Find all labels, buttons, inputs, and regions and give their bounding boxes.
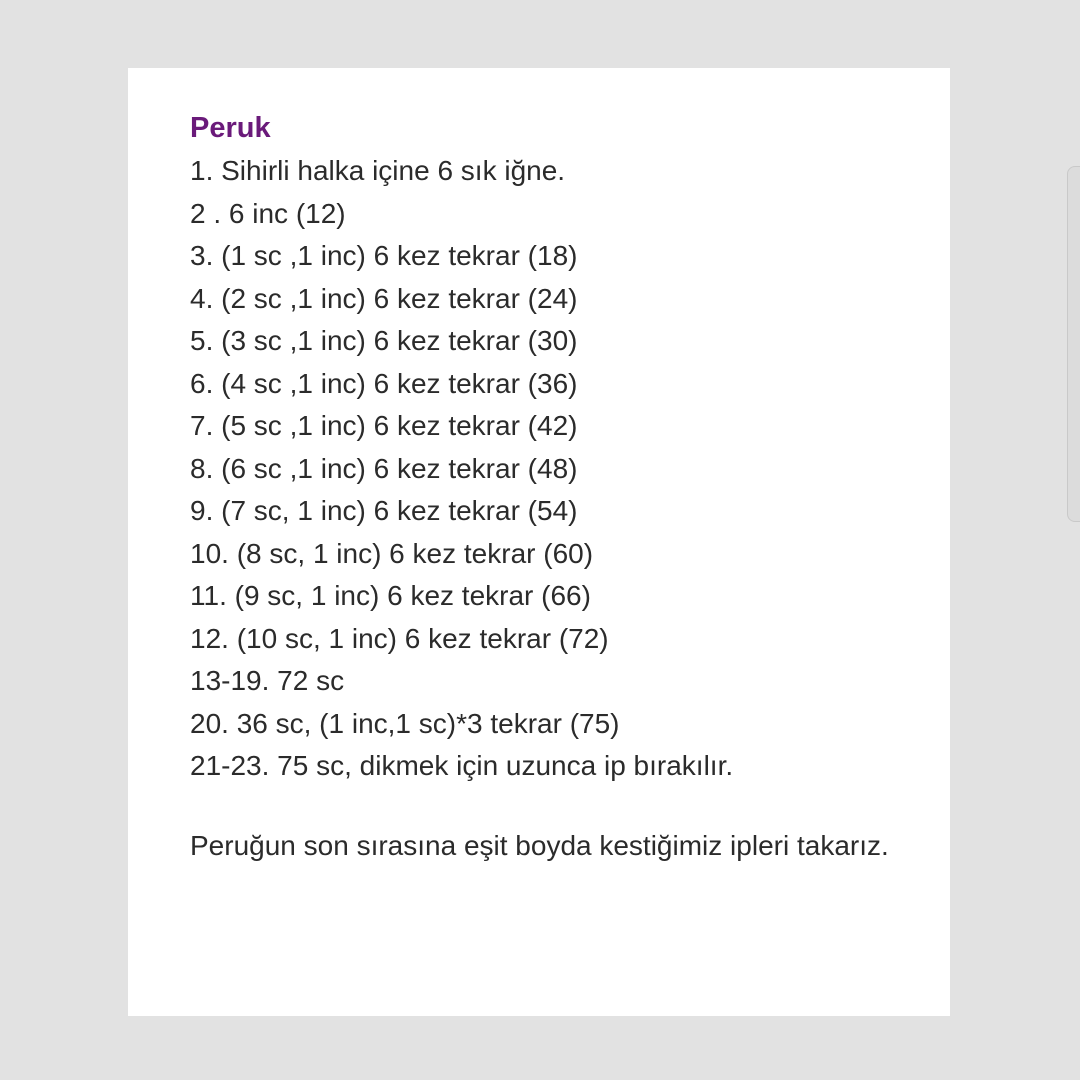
- pattern-step: 3. (1 sc ,1 inc) 6 kez tekrar (18): [190, 240, 578, 271]
- pattern-card: [128, 68, 950, 1016]
- pattern-steps-list: [190, 150, 910, 788]
- edge-panel-handle[interactable]: [1067, 166, 1080, 522]
- pattern-step: 7. (5 sc ,1 inc) 6 kez tekrar (42): [190, 410, 578, 441]
- pattern-step: 21-23. 75 sc, dikmek için uzunca ip bırakılır.: [190, 750, 734, 781]
- pattern-step: 13-19. 72 sc: [190, 665, 345, 696]
- pattern-step: 1. Sihirli halka içine 6 sık iğne.: [190, 155, 566, 186]
- section-title: Peruk: [190, 112, 271, 144]
- pattern-step: 8. (6 sc ,1 inc) 6 kez tekrar (48): [190, 452, 578, 484]
- pattern-step: 12. (10 sc, 1 inc) 6 kez tekrar (72): [190, 622, 609, 654]
- pattern-step: 5. (3 sc ,1 inc) 6 kez tekrar (30): [190, 325, 578, 356]
- pattern-step: 6. (4 sc ,1 inc) 6 kez tekrar (36): [190, 367, 578, 399]
- pattern-step: 11. (9 sc, 1 inc) 6 kez tekrar (66): [190, 580, 591, 611]
- pattern-step: 4. (2 sc ,1 inc) 6 kez tekrar (24): [190, 282, 578, 314]
- pattern-step: 20. 36 sc, (1 inc,1 sc)*3 tekrar (75): [190, 707, 620, 739]
- pattern-step: 2 . 6 inc (12): [190, 197, 346, 229]
- pattern-step: 9. (7 sc, 1 inc) 6 kez tekrar (54): [190, 495, 578, 526]
- pattern-step: 10. (8 sc, 1 inc) 6 kez tekrar (60): [190, 537, 594, 569]
- closing-note: Peruğun son sırasına eşit boyda kestiğimiz ipleri takarız.: [190, 829, 889, 861]
